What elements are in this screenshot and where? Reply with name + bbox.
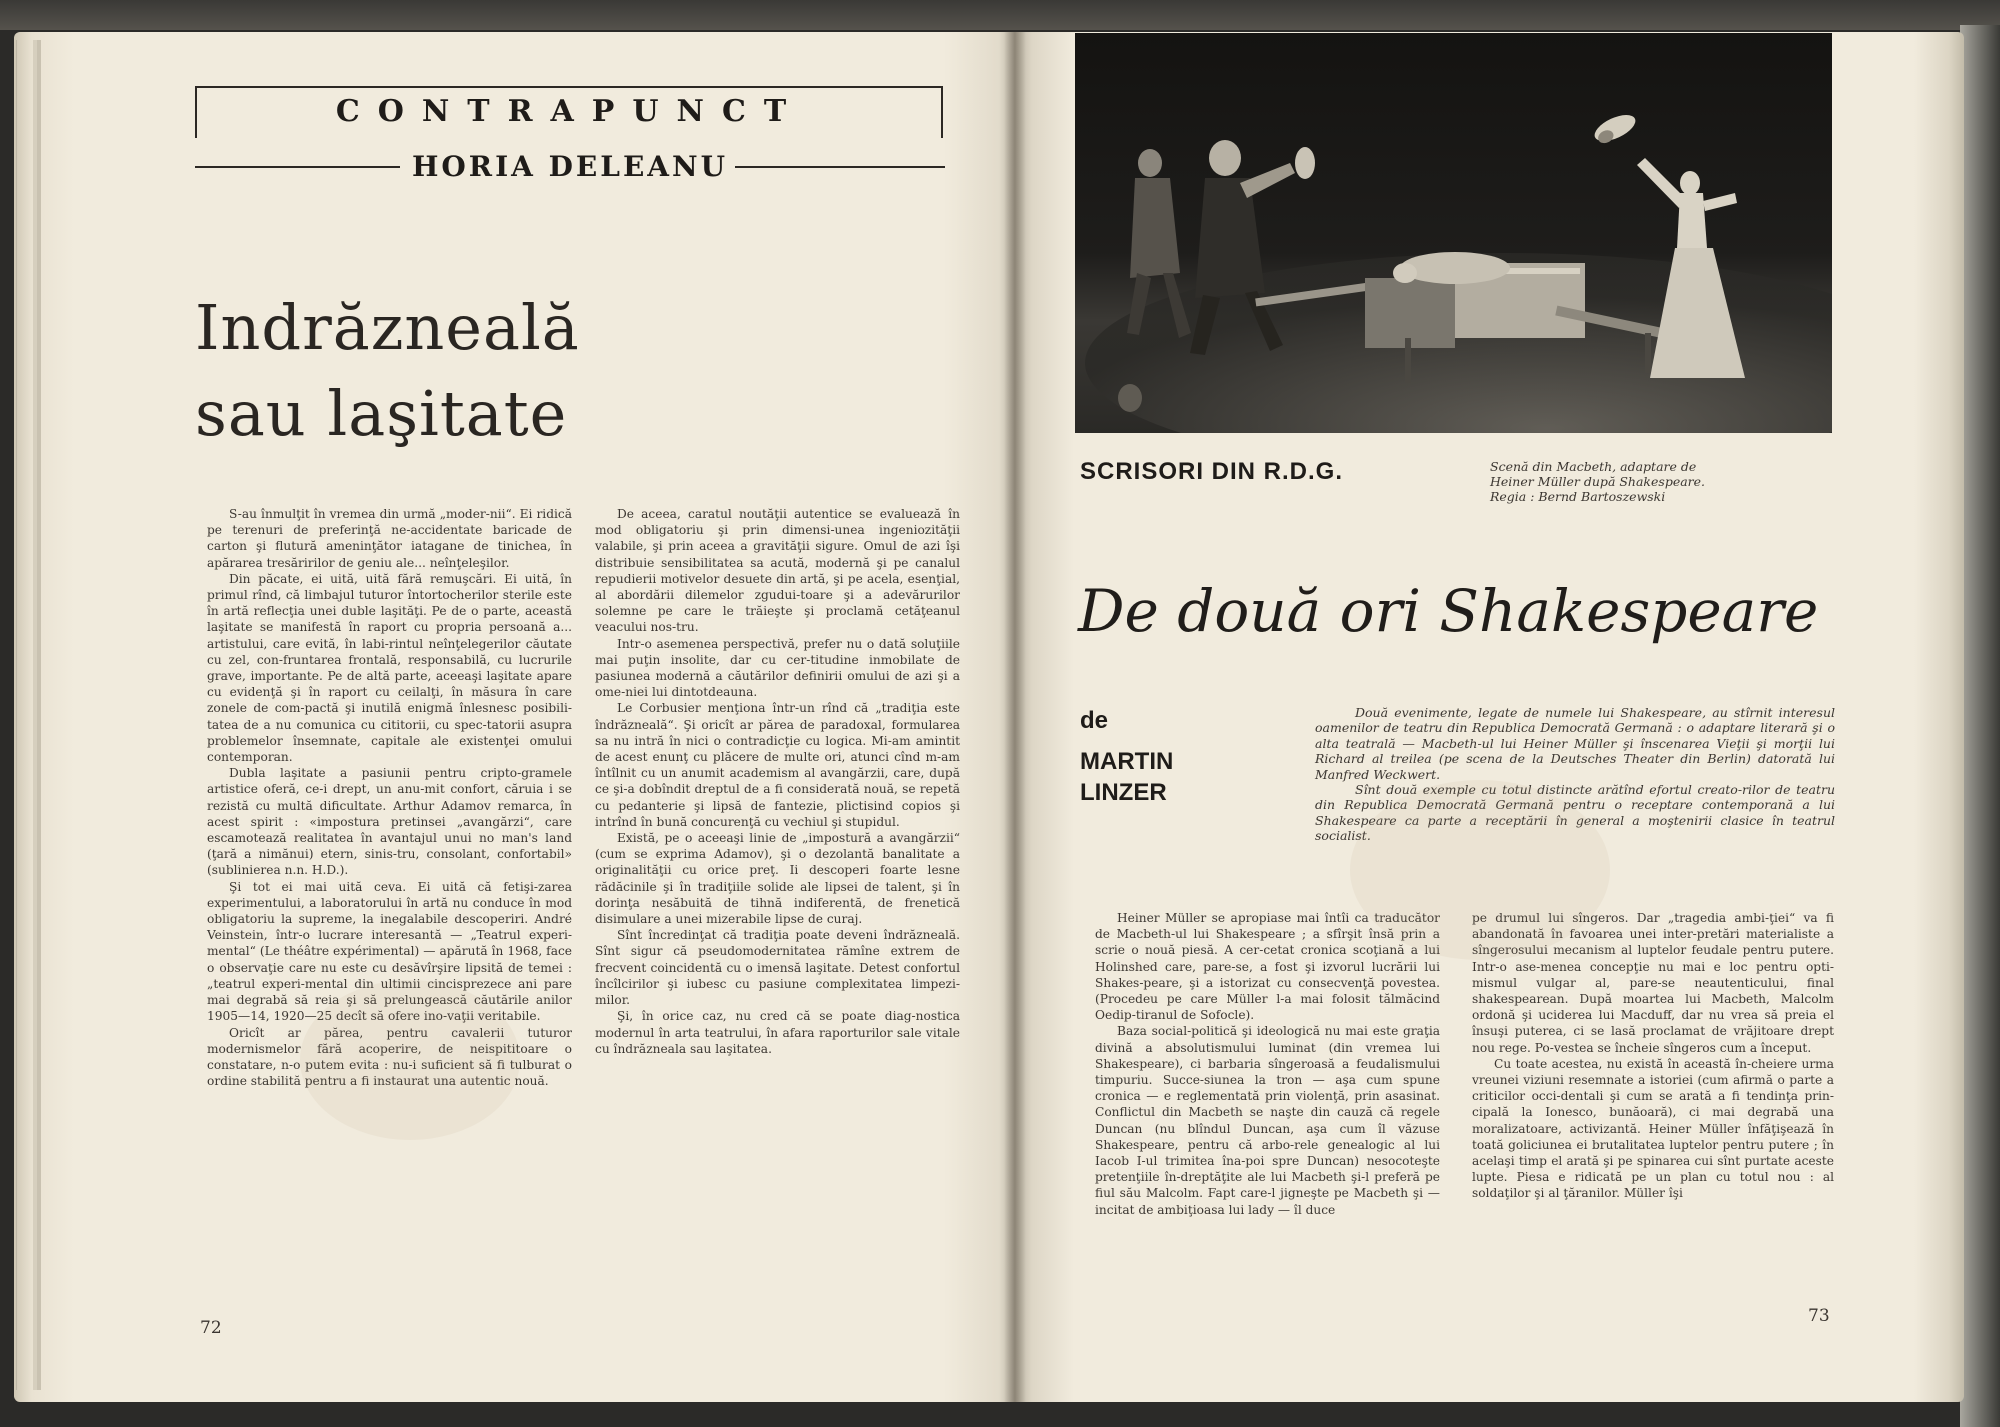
book-gutter — [1004, 32, 1026, 1402]
paragraph: Baza social-politică şi ideologică nu mai este graţia divină a absolutismului luminat (din vremea lui Shakespeare), ci barbaria sîngeroasă a feudalismului timpuriu. Succe-siunea la tron — aşa cum spune cronica — e reglementată prin violenţă, prin asasinat. Conflictul din Macbeth se naşte din cauză că regele Duncan (nu blîndul Duncan, aşa cum îl văzuse Shakespeare, pentru că arbo-rele genealogic al lui Iacob I-ul trimitea îna-poi spre Duncan) nesocoteşte pretenţiile în-dreptăţite ale lui Macbeth şi-l preferă pe fiul său Malcolm. Fapt care-l jigneşte pe Macbeth şi — incitat de ambiţioasa lui lady — îl duce — [1095, 1024, 1440, 1217]
paragraph: Dubla laşitate a pasiunii pentru cripto-gramele artistice oferă, ce-i drept, un anu-mit confort, căruia i se rezistă cu multă dificultate. Arthur Adamov remarca, în acest spirit : «impostura pretinsei „avangărzi“, care escamotează realitatea în avantajul unui no man's land (ţară a nimănui) etern, sinis-tru, consolant, confortabil» (sublinierea n.n. H.D.). — [207, 766, 572, 878]
paragraph: S-au înmulţit în vremea din urmă „moder-nii“. Ei ridică pe terenuri de preferinţă ne-accidentate baricade de carton şi flutură ameninţător iataganе de tinichea, în apărarea tresăririlor de geniu ale... neînţeleşilor. — [207, 507, 572, 570]
byline-name-2: LINZER — [1080, 779, 1167, 806]
left-column-2 — [595, 506, 960, 1057]
paragraph: Cu toate acestea, nu există în această în-cheiere urma vreunei viziuni resemnate a istoriei (cum afirmă o parte a criticilor occi-dentali şi cum se arată a fi tendinţa prin-cipală la Ionesco, bunăoară), ci mai degrabă una moralizatoare, activizantă. Heiner Müller înfăţişează în toată goliciunea ei brutalitatea luptelor pentru putere ; în acelaşi timp el arată şi pe spinarea cui sînt purtate aceste lupte. Piesa e ridicată pe un plan cu totul nou : al soldaţilor şi al ţăranilor. Müller îşi — [1472, 1056, 1834, 1201]
paragraph: Le Corbusier menţiona într-un rînd că „tradiţia este îndrăzneală“. Şi oricît ar părea de paradoxal, formularea sa nu intră în nici o contradicţie cu logica. Mi-am amintit de acest enunţ cu plăcere de multe ori, atunci cînd m-am întîlnit cu un anumit academism al avangărzii, care, după ce şi-a dobîndit dreptul de a fi considerată nouă, se repetă cu pedanterie şi lipsă de fantezie, plictisind copios şi intrînd în bună concurenţă cu vechiul şi stupidul. — [595, 701, 960, 829]
book-cover-edge — [1960, 25, 2000, 1427]
byline-prefix: de — [1080, 707, 1109, 734]
lead-paragraph: Două evenimente, legate de numele lui Shakespeare, au stîrnit interesul oamenilor de teatru din Republica Democrată Germană : o adaptare literară şi o alta teatrală — Macbeth-ul lui Heiner Müller şi înscenarea Vieţii şi morţii lui Richard al treilea (pe scena de la Deutsches Theater din Berlin) datorată lui Manfred Weckwert. — [1315, 705, 1835, 782]
lead-paragraph: Sînt două exemple cu totul distincte arătînd efortul creato-rilor de teatru din Republica Democrată Germană pentru o receptare contemporană a lui Shakespeare ca parte a receptării în general a moştenirii clasice în teatrul socialist. — [1315, 782, 1835, 844]
rubric-header — [195, 86, 945, 183]
rubric-title: CONTRAPUNCT — [335, 94, 805, 129]
article-title-right: De două ori Shakespeare — [1078, 577, 1819, 645]
paragraph: Din păcate, ei uită, uită fără remuşcări. Ei uită, în primul rînd, că limbajul tuturor întortocherilor sterile este în artă reflecţia unei duble laşităţi. Pe de o parte, această laşitate se manifestă în raport cu propria persoană a... artistului, care evită, în labi-rintul neînţelegerilor căutate cu zel, con-fruntarea frontală, responsabilă, cu lucrurile grave, importante. Pe de altă parte, aceeaşi laşitate apare cu evidenţă şi în raport cu ceilalţi, în măsura în care zonele de com-pactă şi inutilă enigmă înlesnesc posibili-tatea de a nu comunica cu cititorii, cu spec-tatorii asupra problemelor însemnate, capitale ale existenţei omului contemporan. — [207, 571, 572, 765]
caption-line: Heiner Müller după Shakespeare. — [1490, 474, 1706, 489]
paragraph: De aceea, caratul noutăţii autentice se evaluează în mod obligatoriu şi prin dimensi-unea ingeniozităţii valabile, şi prin aceea a gravităţii sigure. Omul de azi îşi distribuie sensibilitatea sa acută, modernă şi pe canalul repudierii motivelor desuete din artă, şi pe acela, esenţial, al abordării dilemelor zgudui-toare şi a adevărurilor solemne pe care le trăieşte şi proclamă cetăţeanul veacului nos-tru. — [595, 507, 960, 635]
paper-stain — [300, 980, 520, 1140]
section-label: SCRISORI DIN R.D.G. — [1080, 458, 1344, 485]
stage-photo — [1075, 33, 1832, 433]
paragraph: Sînt încredinţat că tradiţia poate deveni îndrăzneală. Sînt sigur că pseudomodernitatea rămîne extrem de frecvent coincidentă cu o imensă laşitate. Detest confortul încîlcirilor şi iubesc cu pasiune complexitatea limpezi-milor. — [595, 928, 960, 1008]
stage-photo-image — [1075, 33, 1832, 433]
photo-caption — [1490, 459, 1835, 504]
paragraph: Şi tot ei mai uită ceva. Ei uită că fetişi-zarea experimentului, a laboratorului în artă nu conduce în mod obligatoriu la supreme, la inegalabile descoperiri. André Veinstein, într-o lucrare interesantă — „Teatrul experi-mental“ (Le théâtre expérimental) — apărută în 1968, face o observaţie care nu este cu desăvîrşire lipsită de temei : „teatrul experi-mental din ultimii cincisprezece ani pare mai degrabă să reia şi să prelungească căutările anilor 1905—14, 1920—25 decît să ofere ino-vaţii veritabile. — [207, 879, 572, 1024]
caption-line: Scenă din Macbeth, adaptare de — [1490, 459, 1697, 474]
article-title-left — [195, 285, 795, 457]
paragraph: Există, pe o aceeaşi linie de „impostură a avangărzii“ (cum se exprima Adamov), şi o dezolantă banalitate a originalităţii cu orice preţ. Ii descoperi foarte lesne rădăcinile şi în tradiţiile solide ale lipsei de talent, şi în dorinţa nesăbuită de tihnă indiferentă, de frenetică disimulare a unei mizerabile lipse de curaj. — [595, 831, 960, 927]
rubric-author: HORIA DELEANU — [411, 150, 729, 183]
book-top-edge — [0, 0, 2000, 30]
title-line-2: sau laşitate — [195, 377, 568, 450]
caption-line: Regia : Bernd Bartoszewski — [1490, 489, 1666, 504]
paragraph: Heiner Müller se apropiase mai întîi ca traducător de Macbeth-ul lui Shakespeare ; a sfîrşit însă prin a scrie o nouă piesă. A cer-cetat cronica scoţiană a lui Holinshed care, pare-se, a fost şi izvorul lucrării lui Shakes-peare, şi a istorizat cu consecvenţă povestea. (Procedeu pe care Müller l-a mai folosit tălmăcind Oedip-tiranul de Sofocle). — [1095, 911, 1440, 1023]
page-edges — [16, 40, 33, 1390]
right-column-1 — [1095, 910, 1440, 1218]
paragraph: Oricît ar părea, pentru cavalerii tuturor modernismelor fără acoperire, de neispititoare o constatare, n-o putem evita : nu-i suficient să fi tulburat o ordine stabilită pentru a fi instaurat una autentic nouă. — [207, 1025, 572, 1089]
title-line-1: Indrăzneală — [195, 291, 580, 364]
byline — [1080, 705, 1173, 808]
paper-stain — [1350, 780, 1610, 960]
page-number-left: 72 — [200, 1318, 222, 1338]
paragraph: pe drumul lui sîngeros. Dar „tragedia ambi-ţiei“ va fi abandonată în favoarea unei inter-pretări materialiste a sîngerosului mecanism al luptelor feudale pentru putere. Intr-o ase-menea concepţie nu mai e loc pentru opti-mismul vulgar al, pare-se neautenticului, final shakespearean. După moartea lui Macbeth, Malcolm ordonă şi uciderea lui Macduff, dar nu vrea să preia el însuşi puterea, ci se lasă proclamat de vrăjitoare drept nou rege. Po-vestea se încheie sîngeros cum a început. — [1472, 911, 1834, 1055]
paragraph: Intr-o asemenea perspectivă, prefer nu o dată soluţiile mai puţin insolite, dar cu cer-titudine inmobilate de pasiunea modernă a căutărilor definirii omului de azi şi a ome-niei lui dintotdeauna. — [595, 636, 960, 700]
page-number-right: 73 — [1808, 1306, 1830, 1326]
byline-name-1: MARTIN — [1080, 748, 1174, 775]
paragraph: Şi, în orice caz, nu cred că se poate diag-nostica modernul în arta teatrului, în afara raporturilor sale vitale cu îndrăzneala sau laşitatea. — [595, 1009, 960, 1056]
